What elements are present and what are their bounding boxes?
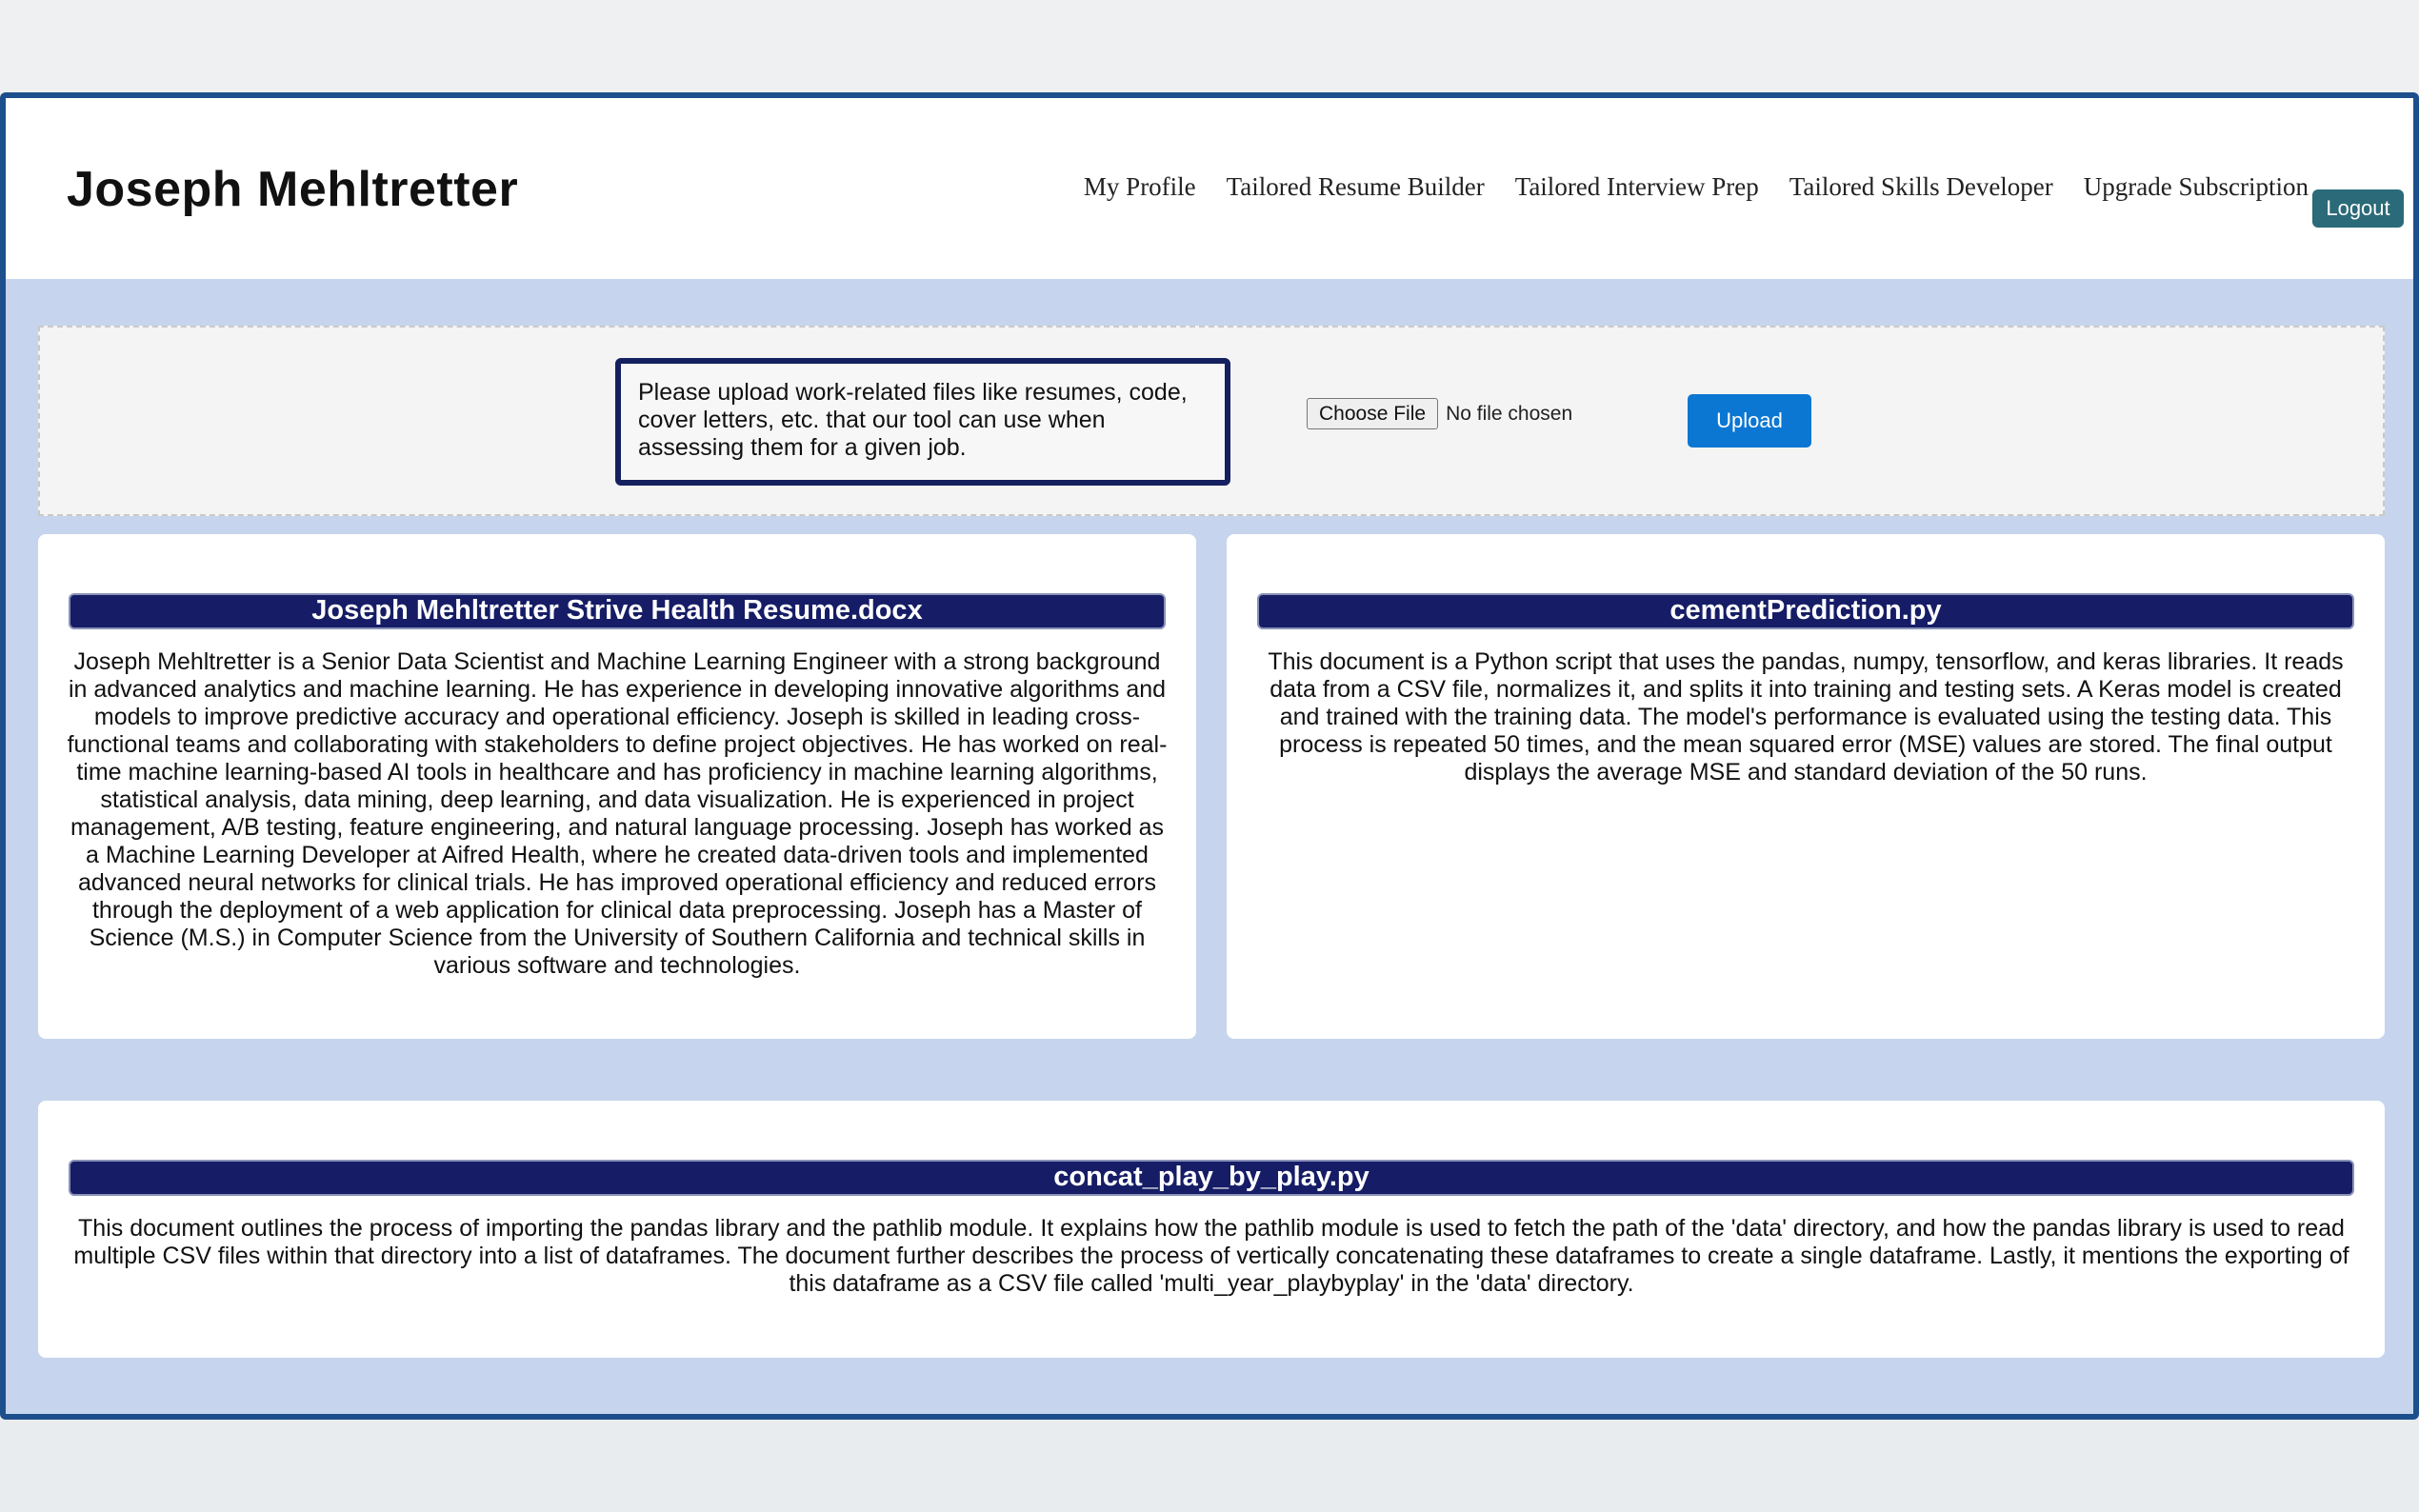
file-input[interactable] bbox=[1307, 398, 1572, 429]
main-nav bbox=[1084, 172, 2309, 202]
document-title: concat_play_by_play.py bbox=[69, 1160, 2354, 1196]
app-content bbox=[6, 98, 2413, 1414]
document-title: Joseph Mehltretter Strive Health Resume.docx bbox=[69, 593, 1166, 629]
top-header bbox=[6, 98, 2413, 279]
nav-tailored-skills-developer[interactable]: Tailored Skills Developer bbox=[1789, 172, 2053, 201]
document-card bbox=[38, 1101, 2385, 1358]
file-status: No file chosen bbox=[1446, 402, 1573, 425]
nav-my-profile[interactable]: My Profile bbox=[1083, 172, 1196, 201]
document-summary: Joseph Mehltretter is a Senior Data Scientist and Machine Learning Engineer with a strong background in advanced analytics and machine learning. He has experience in developing innovative algorithms and models to improve predictive accuracy and operational efficiency. Joseph is skilled in leading cross-functional teams and collaborating with stakeholders to define project objectives. He has worked on real-time machine learning-based AI tools in healthcare and has proficiency in machine learning algorithms, statistical analysis, data mining, deep learning, and data visualization. He is experienced in project management, A/B testing, feature engineering, and natural language processing. Joseph has worked as a Machine Learning Developer at Aifred Health, where he created data-driven tools and implemented advanced neural networks for clinical trials. He has improved operational efficiency and reduced errors through the deployment of a web application for clinical data preprocessing. Joseph has a Master of Science (M.S.) in Computer Science from the University of Southern California and technical skills in various software and technologies. bbox=[67, 648, 1168, 979]
user-name-title: Joseph Mehltretter bbox=[67, 162, 519, 217]
nav-tailored-interview-prep[interactable]: Tailored Interview Prep bbox=[1514, 172, 1759, 201]
logout-button[interactable]: Logout bbox=[2312, 189, 2404, 228]
nav-upgrade-subscription[interactable]: Upgrade Subscription bbox=[2083, 172, 2309, 201]
choose-file-button[interactable]: Choose File bbox=[1307, 398, 1438, 429]
nav-tailored-resume-builder[interactable]: Tailored Resume Builder bbox=[1226, 172, 1485, 201]
document-card bbox=[38, 534, 1196, 1039]
app-window bbox=[0, 92, 2419, 1420]
document-title: cementPrediction.py bbox=[1257, 593, 2354, 629]
document-summary: This document outlines the process of importing the pandas library and the pathlib module. It explains how the pathlib module is used to fetch the path of the 'data' directory, and how the pandas library is used to read multiple CSV files within that directory into a list of dataframes. The document further describes the process of vertically concatenating these dataframes to create a single dataframe. Lastly, it mentions the exporting of this dataframe as a CSV file called 'multi_year_playbyplay' in the 'data' directory. bbox=[73, 1215, 2349, 1297]
document-card bbox=[1227, 534, 2385, 1039]
upload-button[interactable]: Upload bbox=[1688, 394, 1811, 448]
document-summary: This document is a Python script that uses the pandas, numpy, tensorflow, and keras libraries. It reads data from a CSV file, normalizes it, and splits it into training and testing sets. A Keras model is created and trained with the training data. The model's performance is evaluated using the testing data. This process is repeated 50 times, and the mean squared error (MSE) values are stored. The final output displays the average MSE and standard deviation of the 50 runs. bbox=[1268, 648, 2344, 786]
upload-instructions: Please upload work-related files like resumes, code, cover letters, etc. that our tool can use when assessing them for a given job. bbox=[615, 358, 1230, 486]
upload-panel bbox=[38, 326, 2385, 516]
